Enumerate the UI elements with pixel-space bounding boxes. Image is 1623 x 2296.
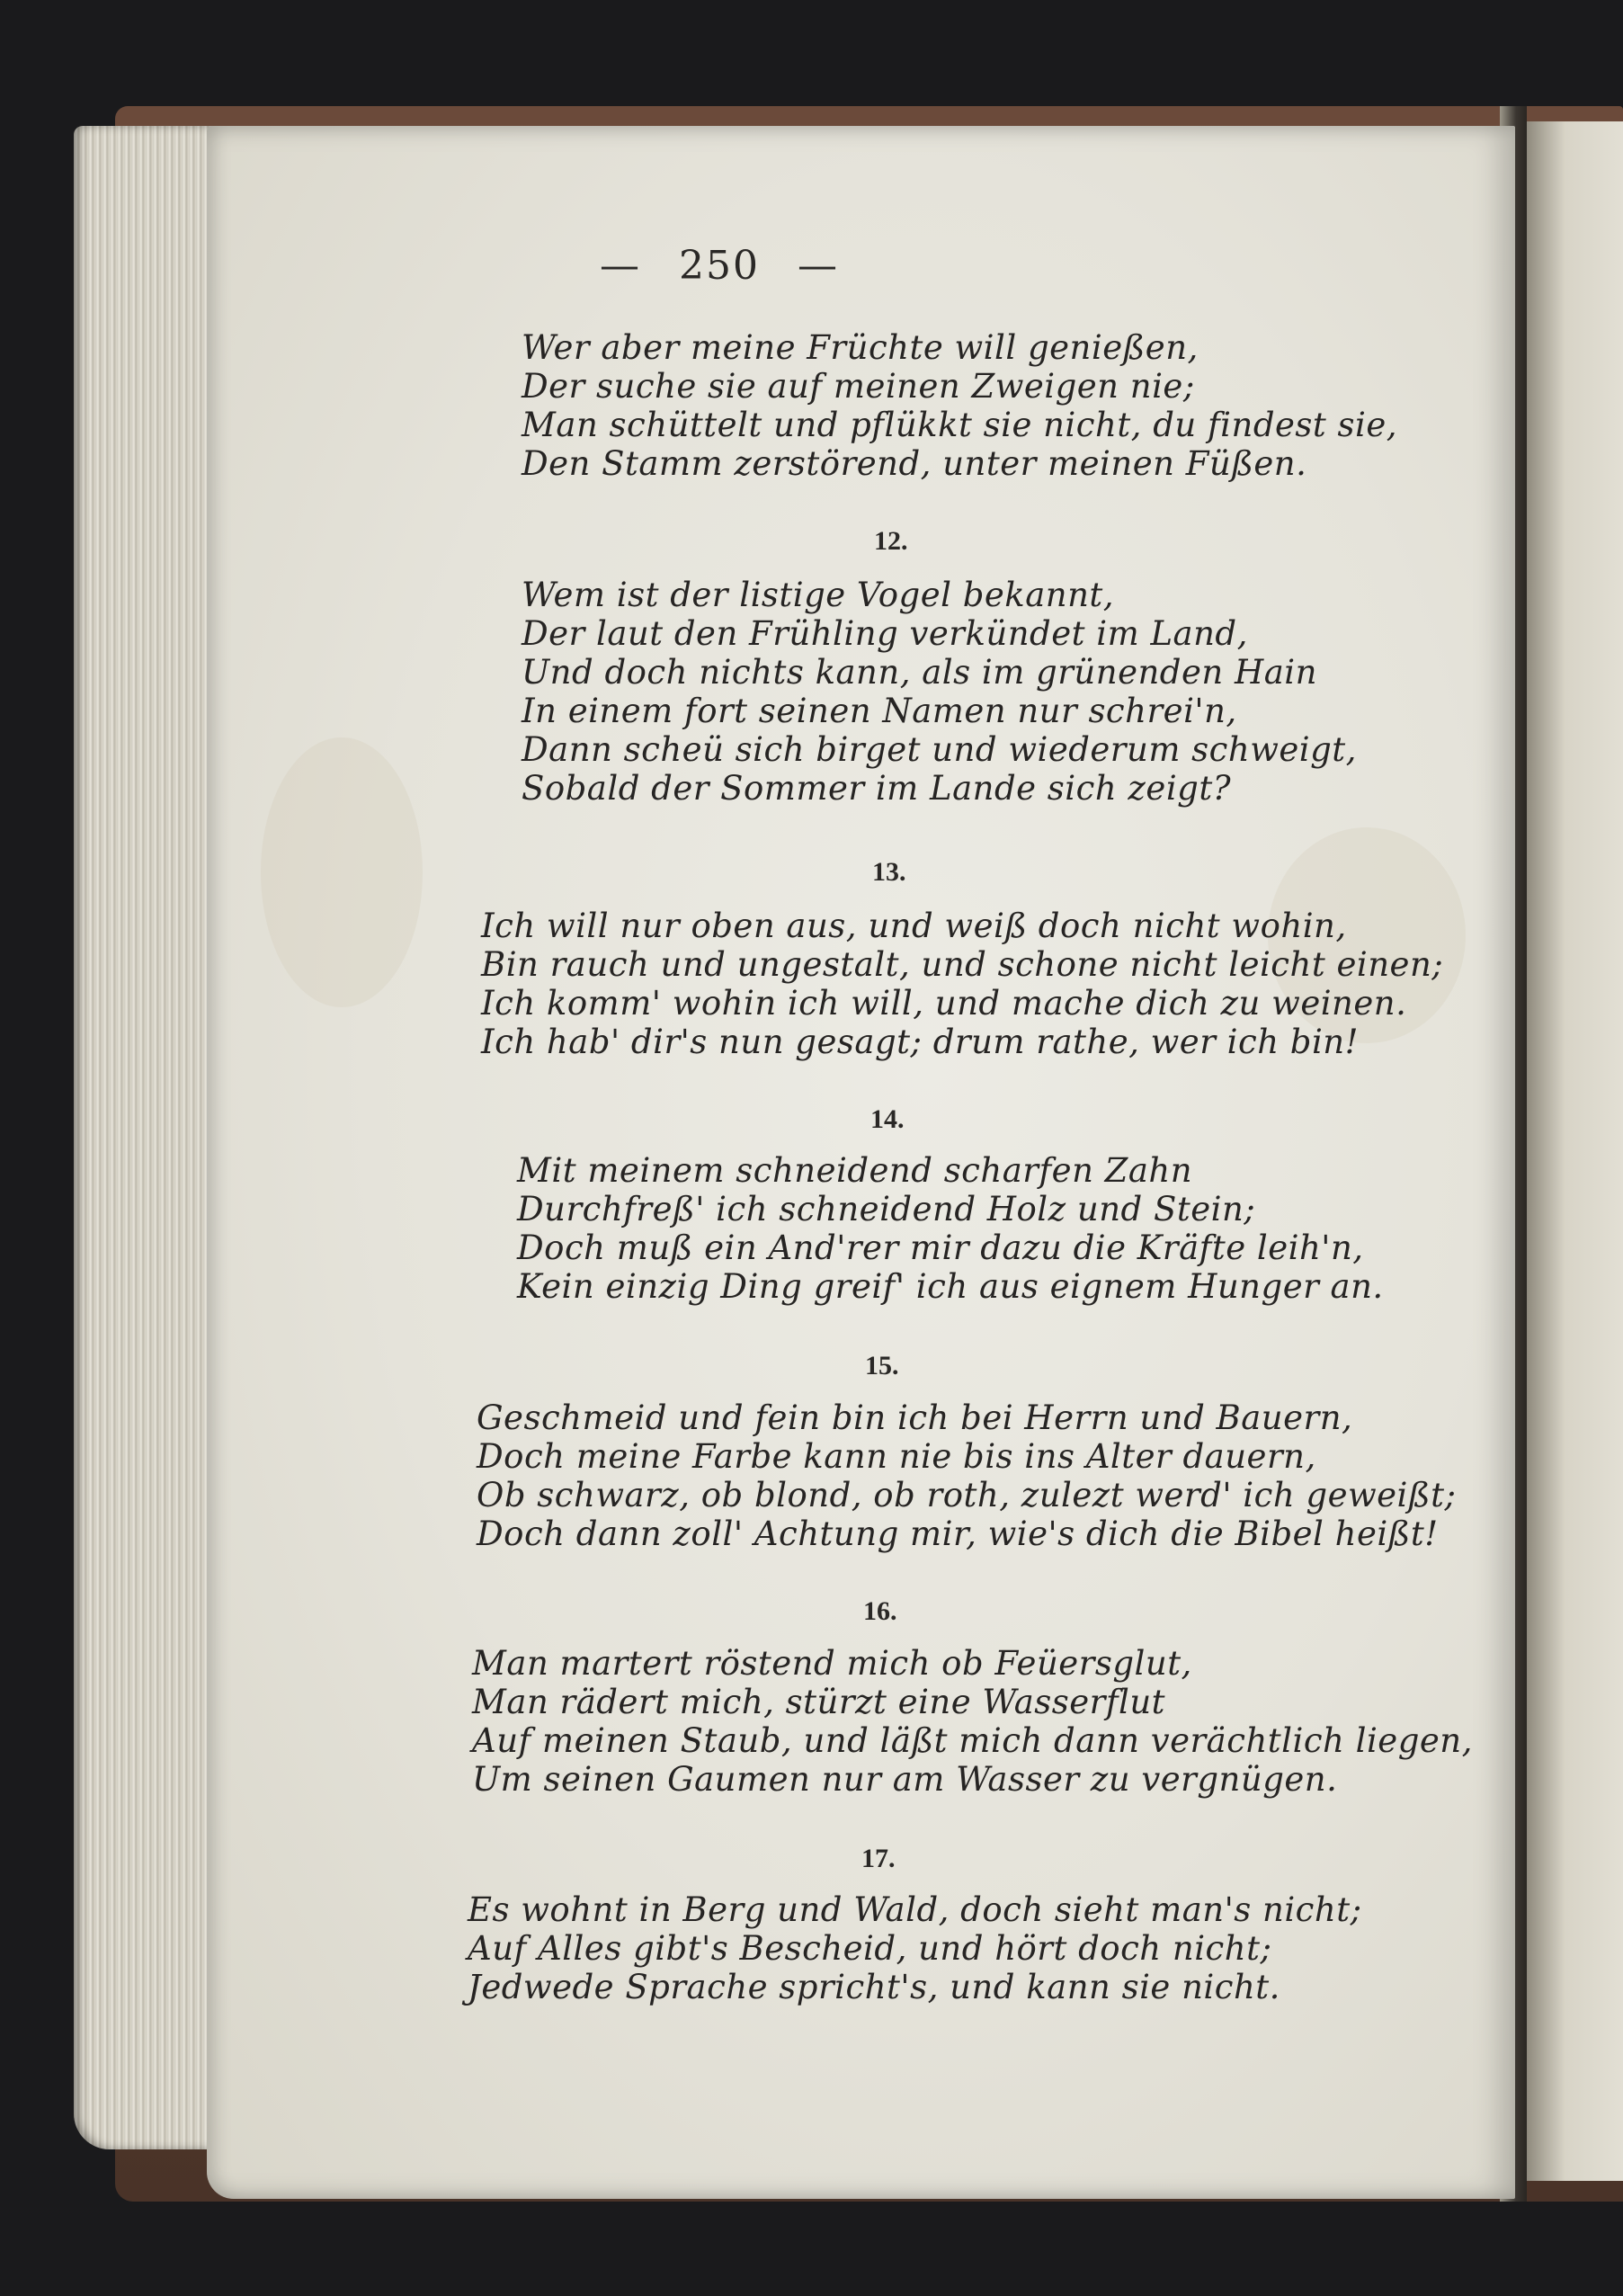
verse-line: Ob schwarz, ob blond, ob roth, zulezt werd' ich geweißt; xyxy=(477,1476,1457,1514)
stanza-12 xyxy=(522,576,1357,808)
verse-line: Ich hab' dir's nun gesagt; drum rathe, wer ich bin! xyxy=(481,1023,1360,1061)
verse-line: In einem fort seinen Namen nur schrei'n, xyxy=(522,692,1237,730)
facing-page-edge xyxy=(1527,121,1623,2181)
stanza-15 xyxy=(477,1398,1456,1553)
header-dash-left: — xyxy=(600,243,641,289)
verse-line: Wem ist der listige Vogel bekannt, xyxy=(522,576,1115,614)
stanza-number: 15. xyxy=(865,1351,899,1380)
stanza-number: 16. xyxy=(863,1596,897,1626)
verse-line: Durchfreß' ich schneidend Holz und Stein; xyxy=(517,1190,1256,1228)
verse-line: Geschmeid und fein bin ich bei Herrn und Bauern, xyxy=(477,1398,1353,1437)
verse-line: Bin rauch und ungestalt, und schone nicht leicht einen; xyxy=(481,945,1444,984)
verse-line: Man rädert mich, stürzt eine Wasserflut xyxy=(472,1683,1166,1721)
stanza-13 xyxy=(481,907,1443,1061)
verse-line: Mit meinem schneidend scharfen Zahn xyxy=(517,1151,1193,1190)
verse-line: Jedwede Sprache spricht's, und kann sie nicht. xyxy=(468,1968,1280,2006)
stanza-number: 17. xyxy=(861,1844,896,1873)
stanza-number: 14. xyxy=(870,1104,905,1134)
stanza-continuation xyxy=(522,328,1397,483)
stanza-14 xyxy=(517,1151,1384,1306)
verse-line: Ich will nur oben aus, und weiß doch nicht wohin, xyxy=(481,907,1347,945)
verse-line: Dann scheü sich birget und wiederum schweigt, xyxy=(522,730,1357,769)
verse-line: Der laut den Frühling verkündet im Land, xyxy=(522,614,1248,653)
stanza-number: 12. xyxy=(874,526,908,556)
header-dash-right: — xyxy=(797,243,839,289)
verse-line: Es wohnt in Berg und Wald, doch sieht man's nicht; xyxy=(468,1890,1362,1929)
verse-line: Doch muß ein And'rer mir dazu die Kräfte leih'n, xyxy=(517,1228,1364,1267)
verse-line: Den Stamm zerstörend, unter meinen Füßen. xyxy=(522,444,1307,483)
verse-line: Und doch nichts kann, als im grünenden Hain xyxy=(522,653,1317,692)
page-number: 250 xyxy=(679,243,760,289)
verse-line: Auf Alles gibt's Bescheid, und hört doch nicht; xyxy=(468,1929,1272,1968)
verse-line: Kein einzig Ding greif' ich aus eignem Hunger an. xyxy=(517,1267,1384,1306)
stanza-16 xyxy=(472,1644,1473,1799)
verse-line: Wer aber meine Früchte will genießen, xyxy=(522,328,1199,367)
verse-line: Man martert röstend mich ob Feüersglut, xyxy=(472,1644,1192,1683)
stanza-17 xyxy=(468,1890,1362,2006)
verse-line: Doch dann zoll' Achtung mir, wie's dich die Bibel heißt! xyxy=(477,1514,1439,1553)
verse-line: Der suche sie auf meinen Zweigen nie; xyxy=(522,367,1195,406)
stanza-number: 13. xyxy=(872,857,906,887)
paper-stain xyxy=(261,737,423,1007)
verse-line: Ich komm' wohin ich will, und mache dich zu weinen. xyxy=(481,984,1407,1023)
page-header xyxy=(0,243,1619,289)
verse-line: Man schüttelt und pflükkt sie nicht, du findest sie, xyxy=(522,406,1398,444)
verse-line: Auf meinen Staub, und läßt mich dann verächtlich liegen, xyxy=(472,1721,1473,1760)
verse-line: Doch meine Farbe kann nie bis ins Alter dauern, xyxy=(477,1437,1316,1476)
verse-line: Um seinen Gaumen nur am Wasser zu vergnügen. xyxy=(472,1760,1338,1799)
verse-line: Sobald der Sommer im Lande sich zeigt? xyxy=(522,769,1232,808)
